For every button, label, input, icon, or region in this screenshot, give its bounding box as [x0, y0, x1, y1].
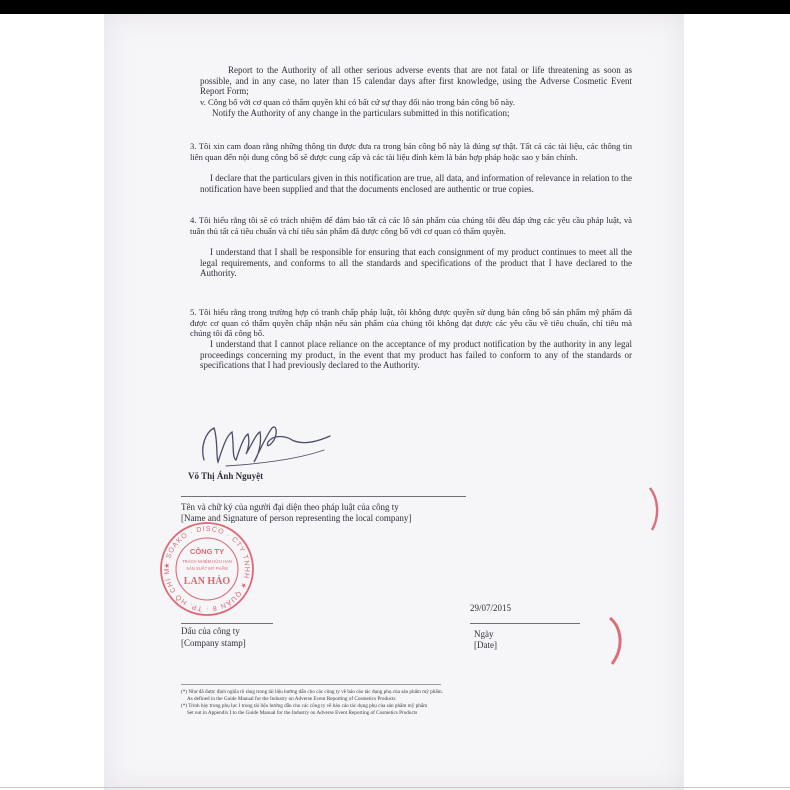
date-label-english: [Date] — [474, 640, 497, 650]
stamp-line-2: TRÁCH NHIỆM HỮU HẠN — [182, 559, 232, 564]
company-stamp-label-vietnamese: Dấu của công ty — [181, 626, 240, 636]
item-3-vietnamese: 3. Tôi xin cam đoan rằng những thông tin được đưa ra trong bản công bố này là đúng sự thật. Tất cả các tài liệu, các thông tin liên quan đến nội dung công bố sẽ được cung cấp và các tài liệu đính kèm là bản hợp pháp hoặc sao y bản chính. — [190, 141, 632, 162]
edge-seal-mark-top — [648, 486, 662, 532]
stamp-company-name: LAN HẢO — [183, 576, 231, 587]
footnote-rule — [181, 684, 441, 685]
signature-line — [181, 496, 466, 497]
item-5-english: I understand that I cannot place reliance on the acceptance of my product notification by the authority in any legal proceedings concerning my product, in the event that my product has failed to conform to any of the standards or specifications that I had previously declared to the Authority. — [200, 339, 632, 371]
item-v-english: Notify the Authority of any change in the particulars submitted in this notification; — [212, 108, 510, 118]
company-stamp-label-english: [Company stamp] — [181, 638, 246, 648]
item-5-vietnamese: 5. Tôi hiểu rằng trong trường hợp có tranh chấp pháp luật, tôi không được quyền sử dụng bản công bố sản phẩm mỹ phẩm đã được cơ quan có thẩm quyền chấp nhận nếu sản phẩm của chúng tôi không đạt được các yêu cầu về tiêu chuẩn, chỉ tiêu mà chúng tôi đã công bố. — [190, 307, 632, 339]
item-4-english: I understand that I shall be responsible for ensuring that each consignment of my product continues to meet all the legal requirements, and conforms to all the standards and specifications of the product that I have declared to the Authority. — [200, 247, 632, 279]
footnote-2-english: Set out in Appendix I to the Guide Manual for the Industry on Adverse Event Reporting of Cosmetics Products — [187, 710, 418, 716]
report-paragraph: Report to the Authority of all other serious adverse events that are not fatal or life threatening as soon as possible, and in any case, no later than 15 calendar days after first knowledge, using the Adverse Cosmetic Event Report Form; — [200, 65, 632, 97]
date-label-vietnamese: Ngày — [474, 629, 494, 639]
company-stamp-seal — [158, 520, 256, 618]
date-value: 29/07/2015 — [470, 603, 512, 613]
edge-seal-mark-bottom — [606, 616, 626, 666]
item-4-vietnamese: 4. Tôi hiểu rằng tôi sẽ có trách nhiệm để đảm bảo tất cả các lô sản phẩm của chúng tôi đều đáp ứng các yêu cầu pháp luật, và tuân thủ tất cả tiêu chuẩn và chỉ tiêu sản phẩm đã được công bố với cơ quan có thẩm quyền. — [190, 215, 632, 236]
company-stamp-line — [181, 623, 273, 624]
stamp-line-3: SẢN XUẤT MỸ PHẨM — [186, 566, 228, 571]
date-line — [470, 623, 580, 624]
item-v-vietnamese: v. Công bố với cơ quan có thẩm quyền khi có bất cứ sự thay đổi nào trong bản công bố này. — [200, 97, 515, 107]
footnote-2-vietnamese: (*) Trình bày trong phụ lục I trong tài liệu hướng dẫn cho các công ty về báo cáo tác dụng phụ của sản phẩm mỹ phẩm — [181, 703, 428, 709]
item-3-english: I declare that the particulars given in this notification are true, all data, and information of relevance in relation to the notification have been supplied and that the documents enclosed are authentic or true copies. — [200, 173, 632, 194]
footnote-1-vietnamese: (*) Như đã được định nghĩa rõ ràng trong tài liệu hướng dẫn cho các công ty về báo cáo tác dụng phụ của sản phẩm mỹ phẩm. — [181, 689, 443, 695]
stamp-line-1: CÔNG TY — [189, 547, 225, 556]
footnote-1-english: As defined in the Guide Manual for the Industry on Adverse Event Reporting of Cosmetics Products — [187, 696, 396, 702]
signature-label-english: [Name and Signature of person representing the local company] — [181, 513, 412, 523]
stamp-ring-text: ★ SOAKO · DISCO · CTY TNHH ★ QUẬN 8 · TP. HỒ CHÍ M — [163, 525, 251, 613]
handwritten-signature — [196, 410, 336, 472]
signature-label-vietnamese: Tên và chữ ký của người đại diện theo pháp luật của công ty — [181, 502, 399, 512]
signer-name: Võ Thị Ánh Nguyệt — [188, 471, 264, 481]
